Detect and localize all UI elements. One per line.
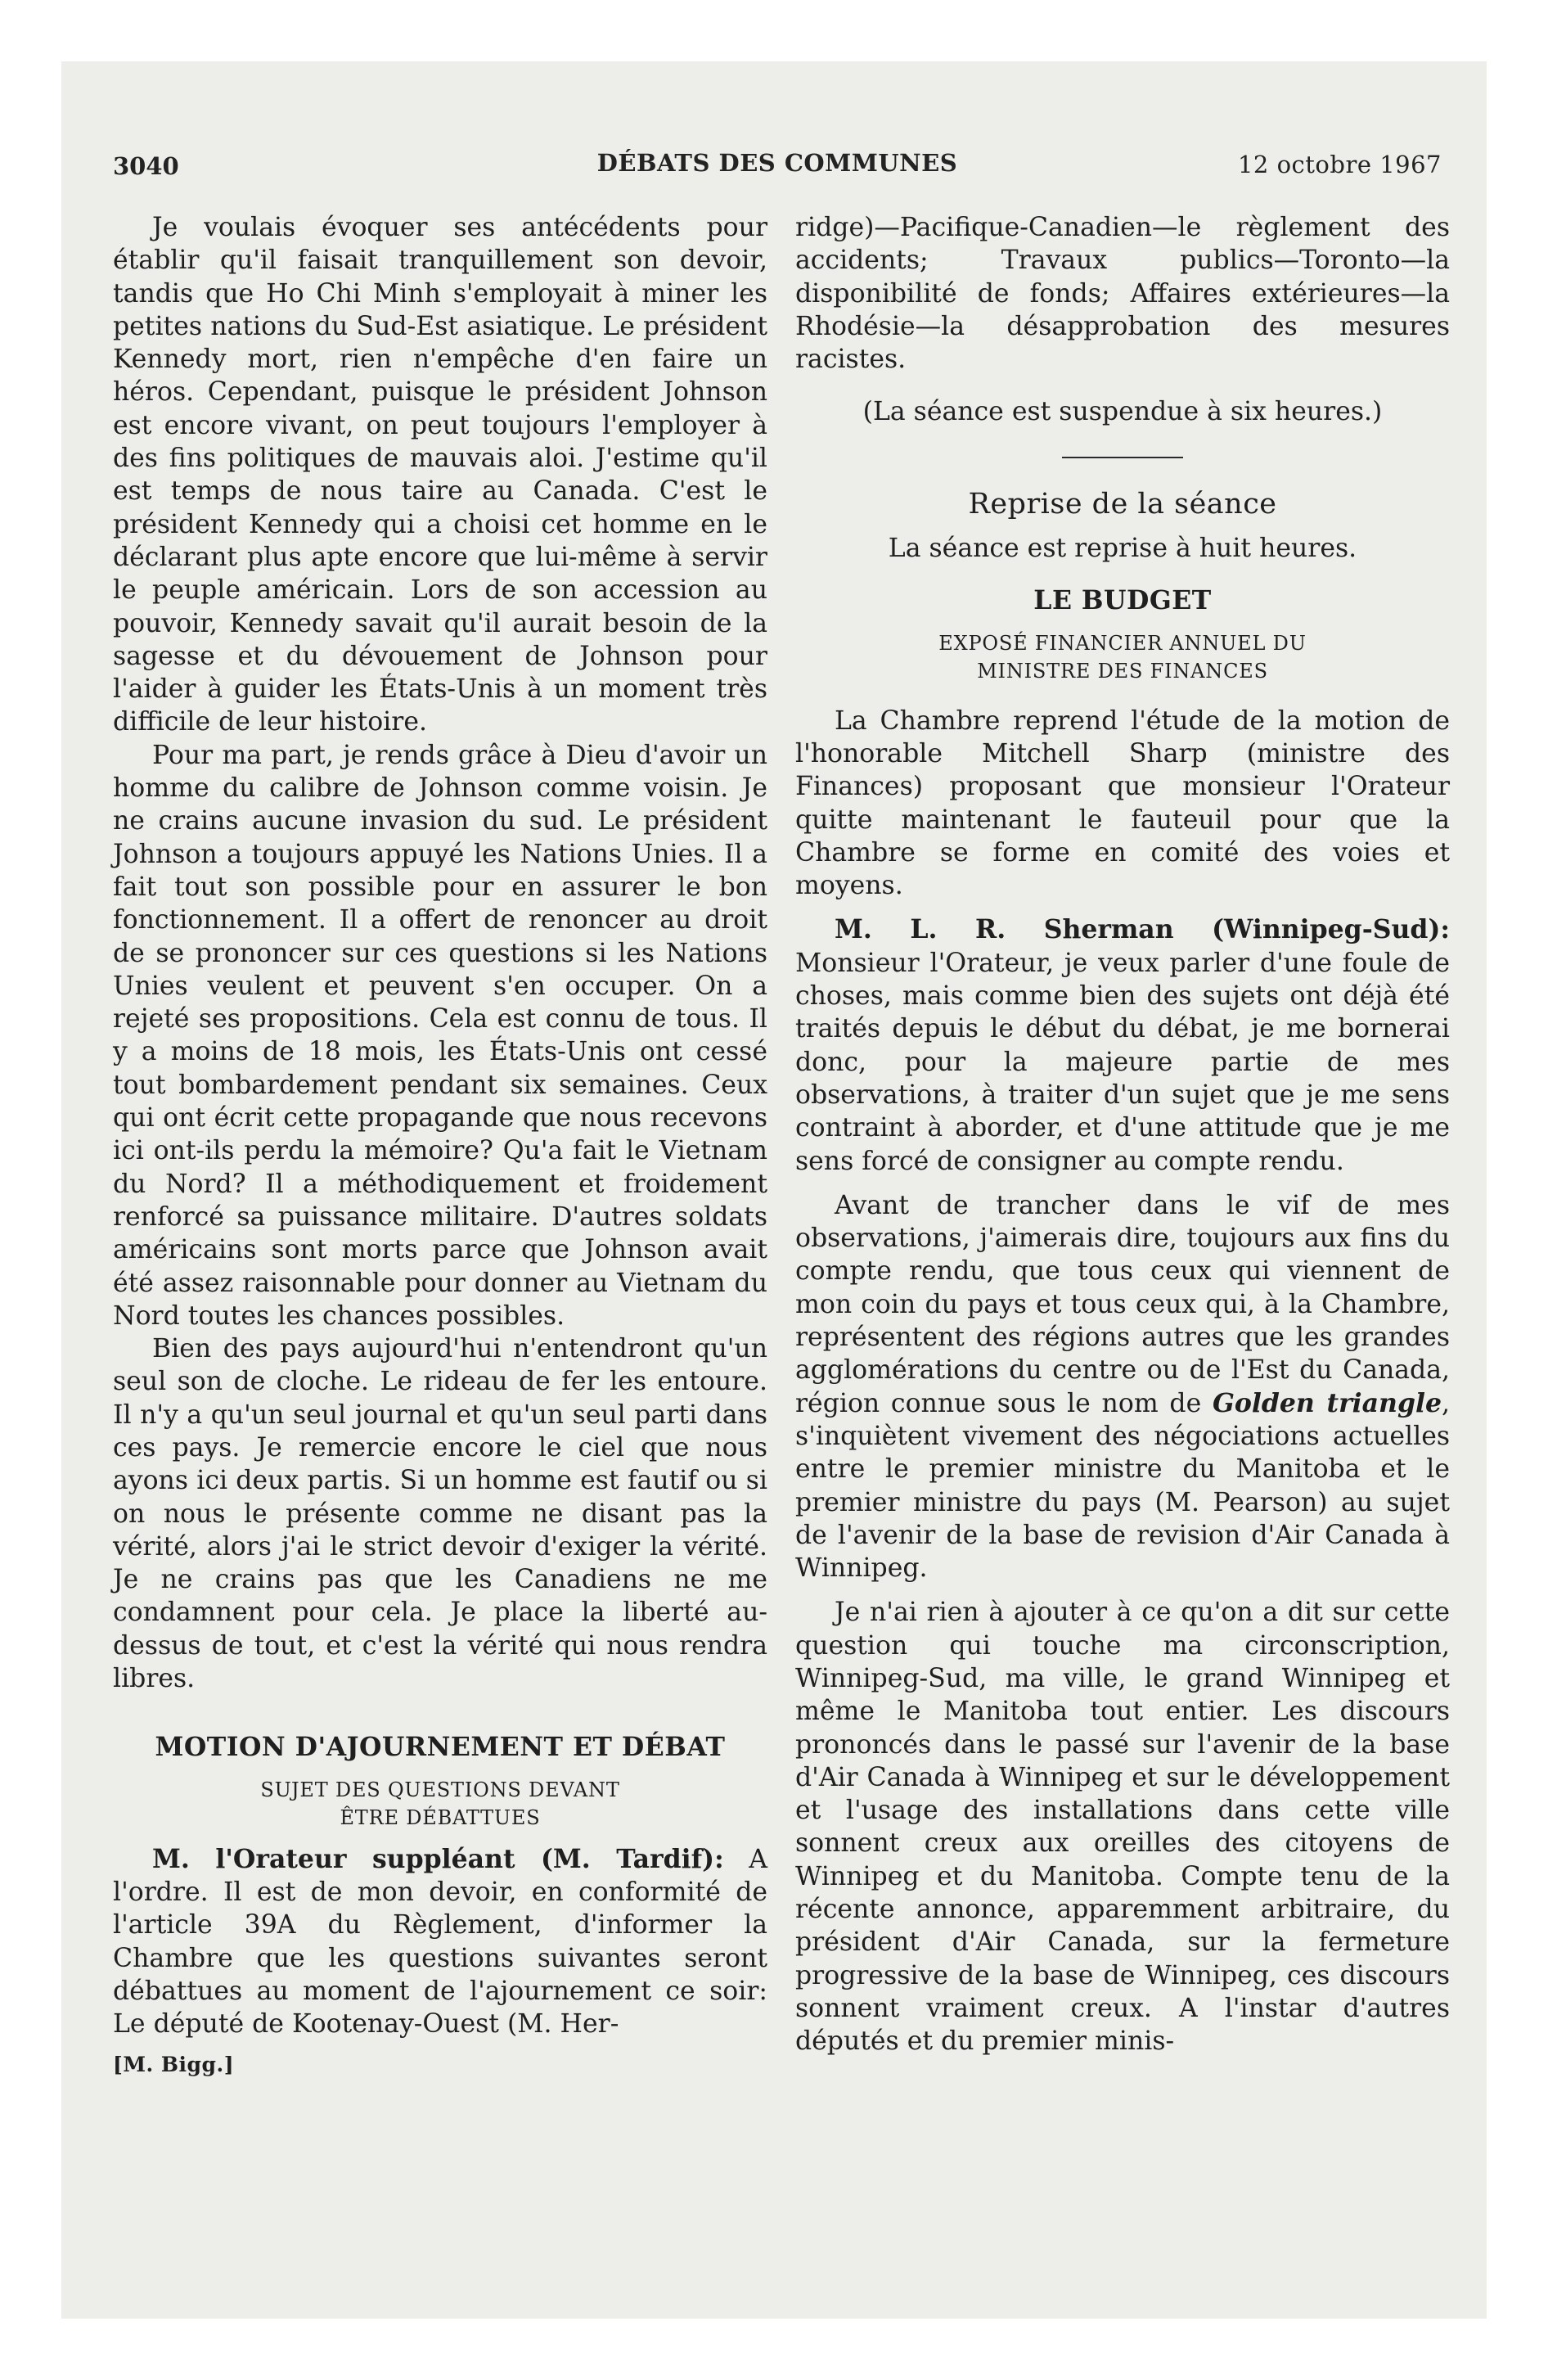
running-head [113,147,1442,188]
speaker-name: M. l'Orateur suppléant (M. Tardif): [152,1843,724,1874]
left-column [113,211,767,2082]
paragraph: La Chambre reprend l'étude de la motion de l'honorable Mitchell Sharp (ministre des Finances) proposant que monsieur l'Orateur quitte maintenant le fauteuil pour que la Chambre se forme en comité des voies et moyens. [795,705,1450,901]
speaker-name: M. L. R. Sherman (Winnipeg-Sud): [835,914,1450,945]
speaker-attribution: [M. Bigg.] [113,2053,235,2077]
publication-title: DÉBATS DES COMMUNES [596,149,958,177]
speech-text: A l'ordre. Il est de mon devoir, en conformité de l'article 39A du Règlement, d'informer la Chambre que les questions suivantes seront débattues au moment de l'ajournement ce soir: Le député de Kootenay-Ouest (M. Her- [113,1844,767,2040]
paragraph: Je voulais évoquer ses antécédents pour établir qu'il faisait tranquillement son devoir, tandis que Ho Chi Minh s'employait à miner les petites nations du Sud-Est asiatique. Le président Kennedy mort, rien n'empêche d'en faire un héros. Cependant, puisque le président Johnson est encore vivant, on peut toujours l'employer à des fins politiques de mauvais aloi. J'estime qu'il est temps de nous taire au Canada. C'est le président Kennedy qui a choisi cet homme en le déclarant plus apte encore que lui-même à servir le peuple américain. Lors de son accession au pouvoir, Kennedy savait qu'il aurait besoin de la sagesse et du dévouement de Johnson pour l'aider à guider les États-Unis à un moment très difficile de leur histoire. [113,213,767,737]
paragraph: Je n'ai rien à ajouter à ce qu'on a dit sur cette question qui touche ma circonscription, Winnipeg-Sud, ma ville, le grand Winnipeg et même le Manitoba tout entier. Les discours prononcés dans le passé sur l'avenir de la base d'Air Canada à Winnipeg et sur le développement et l'usage des installations dans cette ville sonnent creux aux oreilles des citoyens de Winnipeg et du Manitoba. Compte tenu de la récente annonce, apparemment arbitraire, du président d'Air Canada, sur la fermeture progressive de la base de Winnipeg, ces discours sonnent vraiment creux. A l'instar d'autres députés et du premier minis- [795,1598,1450,2057]
page-number: 3040 [113,152,179,180]
section-heading: Reprise de la séance [968,487,1277,521]
italic-term: Golden triangle [1212,1387,1442,1418]
speech-text: Monsieur l'Orateur, je veux parler d'une foule de choses, mais comme bien des sujets ont déjà été traités depuis le début du débat, je me bornerai donc, pour la majeure partie de mes observations, à traiter d'un sujet que je me sens contraint à aborder, et d'une attitude que je me sens forcé de consigner au compte rendu. [795,948,1450,1176]
paragraph: Pour ma part, je rends grâce à Dieu d'avoir un homme du calibre de Johnson comme voisin. Je ne crains aucune invasion du sud. Le président Johnson a toujours appuyé les Nations Unies. Il a fait tout son possible pour en assurer le bon fonctionnement. Il a offert de renoncer au droit de se prononcer sur ces questions si les Nations Unies veulent et peuvent s'en occuper. On a rejeté ses propositions. Cela est connu de tous. Il y a moins de 18 mois, les États-Unis ont cessé tout bombardement pendant six semaines. Ceux qui ont écrit cette propagande que nous recevons ici ont-ils perdu la mémoire? Qu'a fait le Vietnam du Nord? Il a méthodiquement et froidement renforcé sa puissance militaire. D'autres soldats américains sont morts parce que Johnson avait été assez raisonnable pour donner au Vietnam du Nord toutes les chances possibles. [113,740,767,1331]
speech-text: , s'inquiètent vivement des négociations actuelles entre le premier ministre du Manitoba et le premier ministre du pays (M. Pearson) au sujet de l'avenir de la base de revision d'Air Canada à Winnipeg. [795,1388,1450,1584]
paragraph [795,913,1450,1177]
subheading: SUJET DES QUESTIONS DEVANT [260,1778,620,1801]
paragraph: Bien des pays aujourd'hui n'entendront qu'un seul son de cloche. Le rideau de fer les entoure. Il n'y a qu'un seul journal et qu'un seul parti dans ces pays. Je remercie encore le ciel que nous ayons ici deux partis. Si un homme est fautif ou si on nous le présente comme ne disant pas la vérité, alors j'ai le strict devoir d'exiger la vérité. Je ne crains pas que les Canadiens ne me condamnent pour cela. Je place la liberté au-dessus de tout, et c'est la vérité qui nous rendra libres. [113,1334,767,1694]
publication-date: 12 octobre 1967 [1237,151,1442,178]
procedural-note: (La séance est suspendue à six heures.) [862,397,1383,427]
section-heading: MOTION D'AJOURNEMENT ET DÉBAT [155,1732,726,1763]
subheading: MINISTRE DES FINANCES [977,659,1268,683]
paragraph: ridge)—Pacifique-Canadien—le règlement des accidents; Travaux publics—Toronto—la disponibilité de fonds; Affaires extérieures—la Rhodésie—la désapprobation des mesures racistes. [795,213,1450,375]
procedural-note: La séance est reprise à huit heures. [888,534,1357,564]
subheading: ÊTRE DÉBATTUES [340,1805,541,1829]
section-divider [1062,457,1183,458]
subheading: EXPOSÉ FINANCIER ANNUEL DU [938,631,1307,655]
paragraph [113,1843,767,2041]
right-column [795,211,1450,2058]
paragraph [795,1189,1450,1585]
section-heading: LE BUDGET [1033,585,1212,616]
speech-text: Avant de trancher dans le vif de mes observations, j'aimerais dire, toujours aux fins du compte rendu, que tous ceux qui viennent de mon coin du pays et tous ceux qui, à la Chambre, représentent des régions autres que les grandes agglomérations du centre ou de l'Est du Canada, région connue sous le nom de [795,1190,1450,1418]
